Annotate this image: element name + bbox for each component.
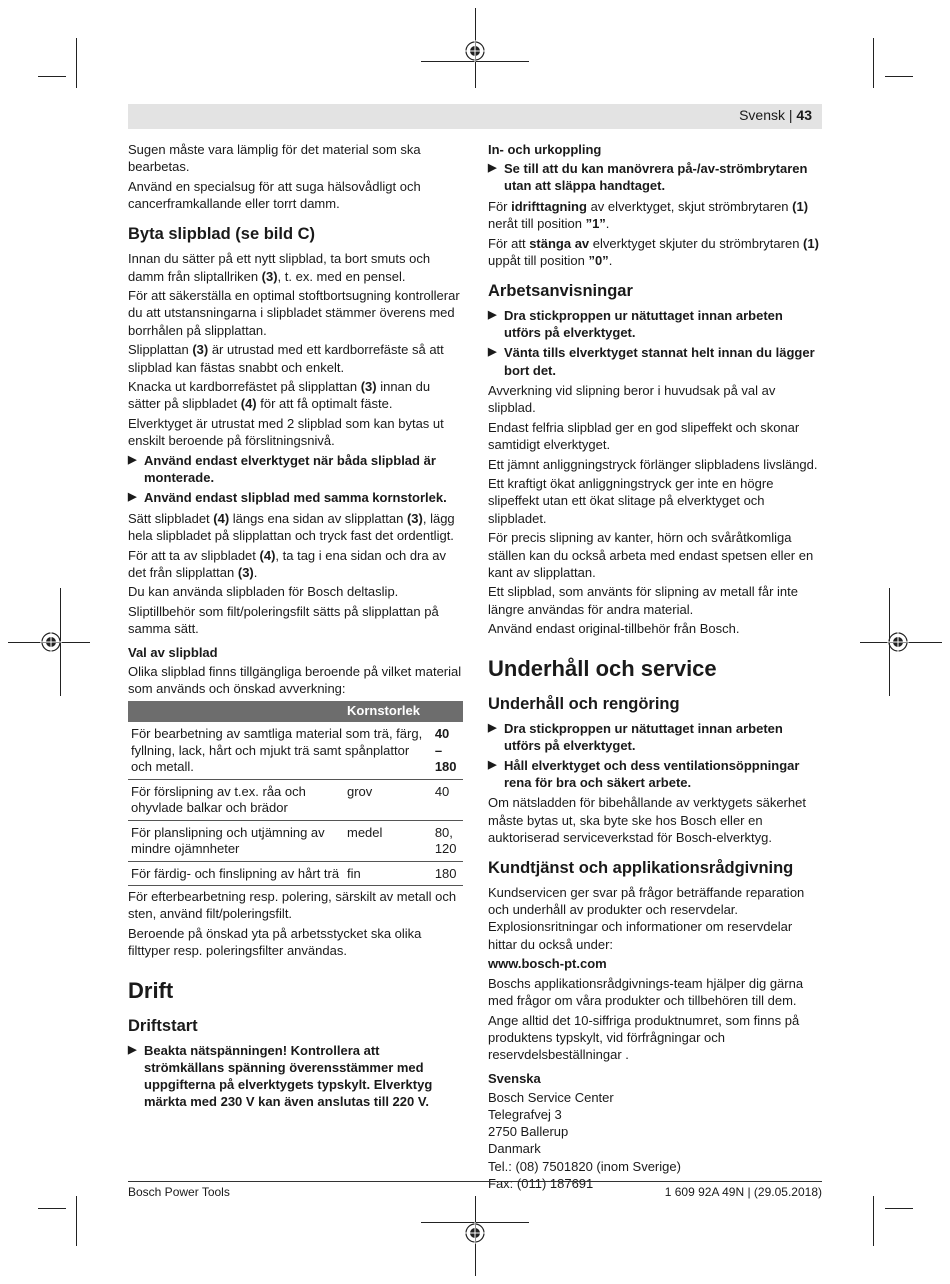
triangle-bullet-icon: ▶ xyxy=(488,308,497,321)
paragraph: Endast felfria slipblad ger en god slipeffekt och skonar samtidigt elverktyget. xyxy=(488,419,800,452)
paragraph: Använd endast original-tillbehör från Bosch. xyxy=(488,621,740,637)
address-line: Fax: (011) 187691 xyxy=(488,1175,594,1191)
table-cell: För förslipning av t.ex. råa och ohyvlade balkar och brädor xyxy=(128,779,344,820)
warning-bullet: ▶ Beakta nätspänningen! Kontrollera att strömkällans spänning överensstämmer med uppgifterna på elverktygets typskylt. Elverktyg märkta med 230 V kan även anslutas till 220 V. xyxy=(128,1042,433,1110)
right-column xyxy=(488,141,822,1192)
section-heading: Underhåll och rengöring xyxy=(488,694,680,713)
header-separator: | xyxy=(788,107,793,123)
table-cell: 40 – 180 xyxy=(432,722,463,779)
triangle-bullet-icon: ▶ xyxy=(488,721,497,734)
address-line: Telegrafvej 3 xyxy=(488,1106,562,1122)
subsection-heading: In- och urkoppling xyxy=(488,142,602,157)
paragraph: Kundservicen ger svar på frågor beträffande reparation och underhåll av produkter och reservdelar. Explosionsritningar och informationer om reservdelar hittar du också under: xyxy=(488,885,805,952)
crop-mark xyxy=(885,76,913,77)
registration-mark-icon xyxy=(40,631,62,653)
paragraph: Sugen måste vara lämplig för det material som ska bearbetas. xyxy=(128,142,421,175)
paragraph: Ett slipblad, som använts för slipning av metall får inte längre användas för andra material. xyxy=(488,584,798,617)
page-header-text xyxy=(739,107,812,123)
table-cell: 180 xyxy=(432,861,463,886)
table-row xyxy=(128,820,463,861)
left-column xyxy=(128,141,463,1113)
table-cell: medel xyxy=(344,820,432,861)
triangle-bullet-icon: ▶ xyxy=(488,162,497,175)
paragraph: Sätt slipbladet (4) längs ena sidan av slipplattan (3), lägg hela slipbladet på slipplattan och tryck fast det ordentligt. xyxy=(128,510,455,543)
crop-mark xyxy=(76,38,77,88)
triangle-bullet-icon: ▶ xyxy=(128,1043,137,1056)
paragraph: Boschs applikationsrådgivnings-team hjälper dig gärna med frågor om våra produkter och tillbehören till dem. xyxy=(488,976,804,1009)
table-row xyxy=(128,861,463,886)
section-heading: Driftstart xyxy=(128,1016,198,1035)
paragraph: Använd en specialsug för att suga hälsovådligt och cancerframkallande eller torrt damm. xyxy=(128,178,421,212)
paragraph: Ett kraftigt ökat anliggningstryck ger inte en högre slipeffekt utan ett ökat slitage på elverktyget och slipbladet. xyxy=(488,476,774,526)
table-cell: För bearbetning av samtliga material som trä, färg, fyllning, lack, hårt och mjukt trä samt spånplattor och metall. xyxy=(128,722,432,779)
table-cell: För färdig- och finslipning av hårt trä xyxy=(128,861,344,886)
section-heading: Kundtjänst och applikationsrådgivning xyxy=(488,859,794,877)
registration-mark-icon xyxy=(887,631,909,653)
paragraph: Knacka ut kardborrefästet på slipplattan (3) innan du sätter på slipbladet (4) för att få optimalt fäste. xyxy=(128,379,431,412)
page-number: 43 xyxy=(796,107,812,123)
crop-mark xyxy=(885,1208,913,1209)
footer-doc-number: 1 609 92A 49N | (29.05.2018) xyxy=(664,1185,822,1199)
subsection-heading: Svenska xyxy=(488,1070,541,1086)
page-header xyxy=(128,104,822,129)
table-header-cell: Kornstorlek xyxy=(344,701,463,722)
crop-mark xyxy=(76,1196,77,1246)
chapter-heading: Underhåll och service xyxy=(488,655,717,681)
grit-table xyxy=(128,701,463,886)
paragraph: Elverktyget är utrustat med 2 slipblad som kan bytas ut enskilt beroende på förslitningsnivå. xyxy=(128,416,444,449)
crop-mark xyxy=(873,38,874,88)
warning-bullet: ▶ Vänta tills elverktyget stannat helt innan du lägger bort det. xyxy=(488,345,815,378)
table-cell: 40 xyxy=(432,779,463,820)
chapter-heading: Drift xyxy=(128,977,174,1003)
table-cell: 80, 120 xyxy=(432,820,463,861)
section-heading: Arbetsanvisningar xyxy=(488,281,633,300)
paragraph: Slipplattan (3) är utrustad med ett kardborrefäste så att slipblad kan fästas snabbt och enkelt. xyxy=(128,342,444,375)
address-line: Tel.: (08) 7501820 (inom Sverige) xyxy=(488,1158,681,1174)
triangle-bullet-icon: ▶ xyxy=(488,346,497,359)
table-header-cell xyxy=(128,701,344,722)
registration-mark-icon xyxy=(464,1222,486,1244)
warning-bullet: ▶ Dra stickproppen ur nätuttaget innan arbeten utförs på elverktyget. xyxy=(488,307,783,341)
triangle-bullet-icon: ▶ xyxy=(488,758,497,771)
crop-mark xyxy=(38,1208,66,1209)
paragraph: För att stänga av elverktyget skjuter du strömbrytaren (1) uppåt till position ”0”. xyxy=(488,235,819,268)
table-cell: fin xyxy=(344,861,432,886)
section-heading: Byta slipblad (se bild C) xyxy=(128,225,316,244)
table-cell: grov xyxy=(344,779,432,820)
paragraph: För precis slipning av kanter, hörn och svåråtkomliga ställen kan du också arbeta med endast spetsen eller en kant av slipplattan. xyxy=(488,530,814,580)
footer-brand: Bosch Power Tools xyxy=(128,1185,230,1199)
crop-mark xyxy=(38,76,66,77)
warning-bullet: ▶ Se till att du kan manövrera på-/av-strömbrytaren utan att släppa handtaget. xyxy=(488,161,808,194)
paragraph: Om nätsladden för bibehållande av verktygets säkerhet måste bytas ut, ska byte ske hos Bosch eller en auktoriserad serviceverkstad för Bosch-elverktyg. xyxy=(488,795,806,845)
crop-mark xyxy=(873,1196,874,1246)
address-line: 2750 Ballerup xyxy=(488,1124,569,1140)
paragraph: Olika slipblad finns tillgängliga beroende på vilket material som används och önskad avverkning: xyxy=(128,663,462,696)
warning-bullet: ▶ Använd endast slipblad med samma kornstorlek. xyxy=(128,490,447,506)
paragraph: Du kan använda slipbladen för Bosch deltaslip. xyxy=(128,584,399,600)
table-row xyxy=(128,722,463,779)
paragraph: För att ta av slipbladet (4), ta tag i ena sidan och dra av det från slipplattan (3). xyxy=(128,547,446,580)
warning-bullet: ▶ Håll elverktyget och dess ventilationsöppningar rena för bra och säkert arbete. xyxy=(488,757,800,791)
header-language: Svensk xyxy=(739,107,785,123)
paragraph: Sliptillbehör som filt/poleringsfilt sätts på slipplattan på samma sätt. xyxy=(128,604,439,637)
paragraph: Beroende på önskad yta på arbetsstycket ska olika filttyper resp. poleringsfilter användas. xyxy=(128,926,422,959)
paragraph: Innan du sätter på ett nytt slipblad, ta bort smuts och damm från sliptallriken (3), t. ex. med en pensel. xyxy=(128,251,431,284)
paragraph: För att säkerställa en optimal stoftbortsugning kontrollerar du att utstansningarna i slipbladet stämmer överens med borrhålen på slipplattan. xyxy=(128,288,460,338)
table-row xyxy=(128,779,463,820)
warning-bullet: ▶ Dra stickproppen ur nätuttaget innan arbeten utförs på elverktyget. xyxy=(488,720,783,753)
registration-mark-icon xyxy=(464,40,486,62)
triangle-bullet-icon: ▶ xyxy=(128,454,137,467)
subsection-heading: Val av slipblad xyxy=(128,644,218,660)
triangle-bullet-icon: ▶ xyxy=(128,491,137,504)
table-cell: För planslipning och utjämning av mindre ojämnheter xyxy=(128,820,344,861)
address-block xyxy=(488,1089,822,1192)
paragraph: Ange alltid det 10-siffriga produktnumret, som finns på produktens typskylt, vid förfrågningar och reservdelsbeställningar . xyxy=(488,1012,800,1063)
website-link[interactable]: www.bosch-pt.com xyxy=(488,956,607,972)
address-line: Bosch Service Center xyxy=(488,1089,614,1105)
paragraph: För idrifttagning av elverktyget, skjut strömbrytaren (1) neråt till position ”1”. xyxy=(488,198,809,231)
address-line: Danmark xyxy=(488,1141,541,1157)
paragraph: Avverkning vid slipning beror i huvudsak på val av slipblad. xyxy=(488,382,776,415)
paragraph: Ett jämnt anliggningstryck förlänger slipbladens livslängd. xyxy=(488,456,818,472)
paragraph: För efterbearbetning resp. polering, särskilt av metall och sten, använd filt/poleringsfilt. xyxy=(128,889,457,922)
warning-bullet: ▶ Använd endast elverktyget när båda slipblad är monterade. xyxy=(128,453,436,486)
